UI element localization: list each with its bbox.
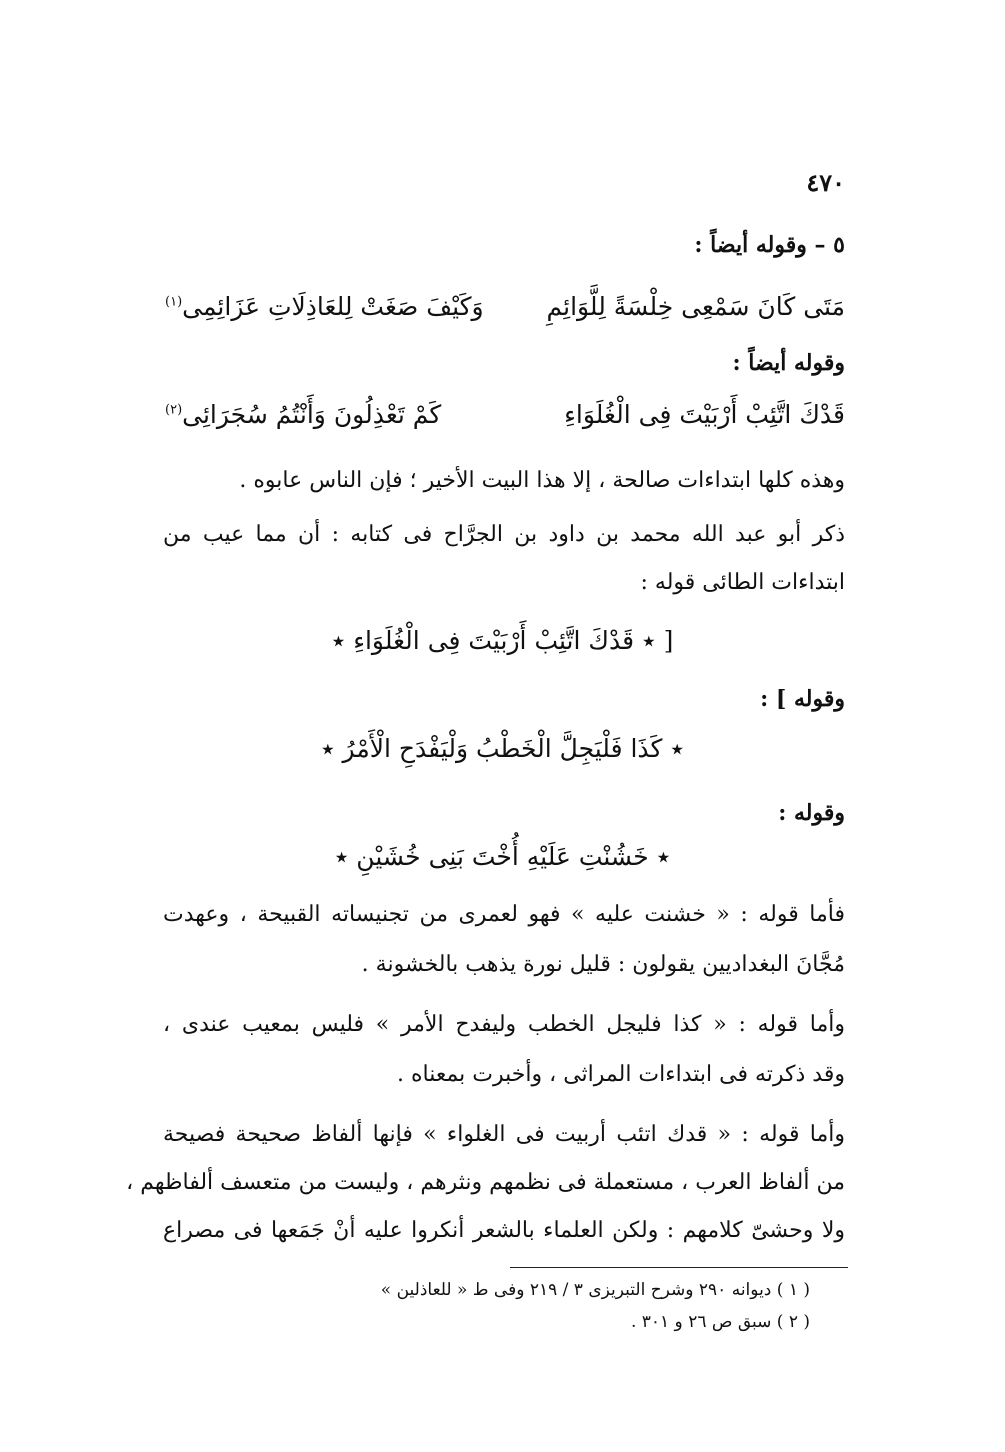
- verse-2-first-hemistich: قَدْكَ اتَّئِبْ أَرْبَيْتَ فِى الْغُلَوَاءِ: [564, 400, 845, 429]
- footnote-ref-2: (٢): [165, 402, 183, 418]
- verse-2: [165, 400, 845, 429]
- footnote-separator: [510, 1267, 848, 1268]
- heading-also: وقوله أيضاً :: [732, 350, 845, 376]
- paragraph-3-line-1: فأما قوله : « خشنت عليه » فهو لعمرى من تجنيساته القبيحة ، وعهدت: [163, 902, 845, 927]
- verse-1-second-text: وَكَيْفَ صَغَتْ لِلعَاذِلَاتِ عَزَائِمِى: [182, 292, 484, 321]
- quoted-hemistich-3: ٭ خَشُنْتِ عَلَيْهِ أُخْتَ بَنِى خُشَيْنِ ٭: [334, 842, 671, 871]
- footnote-2: ( ٢ ) سبق ص ٢٦ و ٣٠١ .: [630, 1312, 810, 1332]
- verse-1-second-hemistich: [165, 292, 484, 321]
- verse-2-second-text: كَمْ تَعْذِلُونَ وَأَنْتُمُ سُجَرَائِى: [182, 400, 442, 429]
- footnote-1: ( ١ ) ديوانه ٢٩٠ وشرح التبريزى ٣ / ٢١٩ وفى ط « للعاذلين »: [380, 1280, 810, 1300]
- paragraph-1-line-1: وهذه كلها ابتداءات صالحة ، إلا هذا البيت الأخير ؛ فإن الناس عابوه .: [239, 468, 845, 493]
- paragraph-3-line-2: مُجَّانَ البغداديين يقولون : قليل نورة يذهب بالخشونة .: [361, 952, 845, 977]
- verse-2-second-hemistich: [165, 400, 441, 429]
- paragraph-2-line-1: ذكر أبو عبد الله محمد بن داود بن الجرَّاح فى كتابه : أن مما عيب من: [163, 522, 845, 547]
- page-number: ٤٧٠: [806, 168, 845, 197]
- footnote-ref-1: (١): [165, 294, 183, 310]
- paragraph-2-line-2: ابتداءات الطائى قوله :: [640, 570, 845, 595]
- paragraph-4-line-2: وقد ذكرته فى ابتداءات المراثى ، وأخبرت بمعناه .: [396, 1062, 845, 1087]
- section-heading-5: ٥ – وقوله أيضاً :: [694, 232, 845, 258]
- paragraph-5-line-1: وأما قوله : « قدك اتئب أربيت فى الغلواء » فإنها ألفاظ صحيحة فصيحة: [163, 1122, 845, 1147]
- verse-1-first-hemistich: مَتَى كَانَ سَمْعِى خِلْسَةً لِلَّوَائِمِ: [546, 292, 845, 321]
- paragraph-4-line-1: وأما قوله : « كذا فليجل الخطب وليفدح الأمر » فليس بمعيب عندى ،: [163, 1012, 845, 1037]
- quoted-hemistich-1: [ ٭ قَدْكَ اتَّئِبْ أَرْبَيْتَ فِى الْغُلَوَاءِ ٭: [331, 626, 674, 655]
- quoted-hemistich-2: ٭ كَذَا فَلْيَجِلَّ الْخَطْبُ وَلْيَفْدَحِ الْأَمْرُ ٭: [320, 734, 685, 763]
- paragraph-5-line-3: ولا وحشىّ كلامهم : ولكن العلماء بالشعر أنكروا عليه أنْ جَمَعها فى مصراع: [163, 1218, 845, 1243]
- label-and-his-saying-1: وقوله ] :: [760, 686, 845, 712]
- label-and-his-saying-2: وقوله :: [778, 800, 845, 826]
- paragraph-5-line-2: من ألفاظ العرب ، مستعملة فى نظمهم ونثرهم ، وليست من متعسف ألفاظهم ،: [126, 1170, 845, 1195]
- verse-1: [165, 292, 845, 321]
